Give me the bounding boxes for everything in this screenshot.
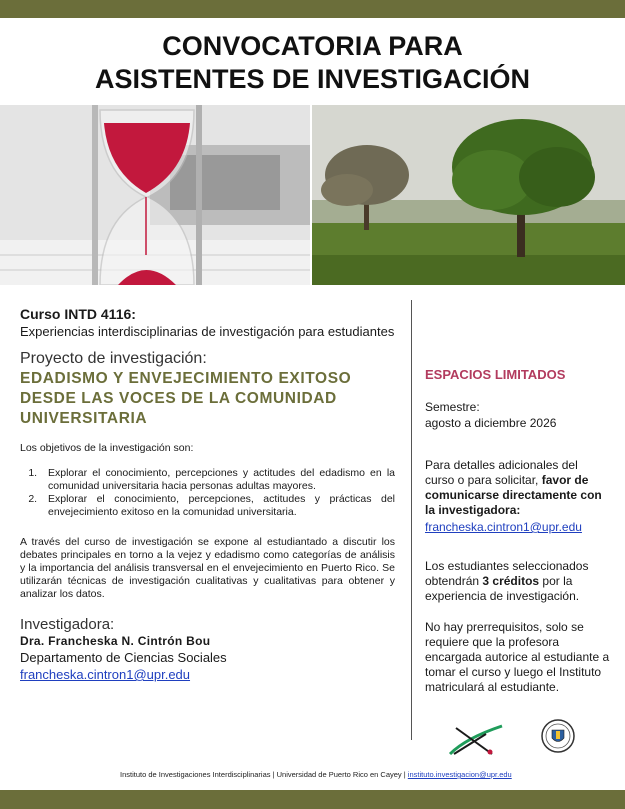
objective-item: 1. Explorar el conocimiento, percepciones y actitudes del edadismo en la comunidad universitaria hacia personas adultas mayores. — [40, 467, 395, 493]
left-column — [20, 305, 395, 684]
trees-in-park-photo — [312, 105, 625, 285]
prerequisites-info: No hay prerrequisitos, solo se requiere que la profesora encargada autorice al estudiante a tomar el curso y luego el Instituto matriculará al estudiante. — [425, 620, 610, 694]
investigator-email-link[interactable]: francheska.cintron1@upr.edu — [20, 667, 191, 682]
objectives-list — [20, 467, 395, 519]
credits-post: por la experiencia de investigación. — [425, 574, 580, 603]
sidebar-email-link[interactable]: francheska.cintron1@upr.edu — [425, 520, 582, 534]
credits-bold: 3 créditos — [482, 574, 540, 588]
contact-details-text: Para detalles adicionales del curso o para solicitar, — [425, 458, 578, 487]
title-line-1: CONVOCATORIA PARA — [162, 31, 463, 61]
credits-info — [425, 559, 610, 604]
project-label: Proyecto de investigación: — [20, 350, 207, 367]
page-title — [0, 30, 625, 96]
investigator-label: Investigadora: — [20, 616, 115, 633]
limited-spaces-heading: ESPACIOS LIMITADOS — [425, 367, 566, 382]
course-name: Experiencias interdisciplinarias de investigación para estudiantes — [20, 324, 395, 339]
title-line-2: ASISTENTES DE INVESTIGACIÓN — [94, 64, 531, 94]
top-band — [0, 0, 625, 18]
semester-label: Semestre: — [425, 400, 480, 414]
contact-details — [425, 458, 610, 518]
objective-item: 2. Explorar el conocimiento, percepciones, actitudes y prácticas del envejecimiento exitoso en la comunidad universitaria. — [40, 493, 395, 519]
contact-details-bold: favor de comunicarse directamente con la investigadora: — [425, 473, 602, 517]
bottom-band — [0, 790, 625, 809]
course-description: A través del curso de investigación se expone al estudiantado a discutir los debates principales en torno a la vejez y edadismo como categorías de análisis y la importancia del análisis transversal en el envejecimiento en Puerto Rico. Se utilizarán técnicas de investigación cualitativas y cualitativas para obtener y analizar los datos. — [20, 536, 395, 600]
university-seal — [540, 718, 576, 754]
credits-pre: Los estudiantes seleccionados obtendrán — [425, 559, 589, 588]
footer — [120, 770, 620, 780]
investigator-department: Departamento de Ciencias Sociales — [20, 650, 227, 665]
project-title: EDADISMO Y ENVEJECIMIENTO EXITOSO DESDE LAS VOCES DE LA COMUNIDAD UNIVERSITARIA — [20, 370, 352, 427]
institute-logo — [446, 720, 506, 760]
investigator-name: Dra. Francheska N. Cintrón Bou — [20, 634, 211, 648]
footer-email-link[interactable]: instituto.investigacion@upr.edu — [407, 770, 512, 779]
right-column — [425, 366, 610, 695]
course-code: Curso INTD 4116: — [20, 306, 136, 322]
footer-text: Instituto de Investigaciones Interdisciplinarias | Universidad de Puerto Rico en Cayey | — [120, 770, 408, 779]
column-divider — [411, 300, 412, 740]
semester-value: agosto a diciembre 2026 — [425, 416, 557, 430]
objectives-intro: Los objetivos de la investigación son: — [20, 442, 194, 454]
hourglass-photo — [0, 105, 310, 285]
